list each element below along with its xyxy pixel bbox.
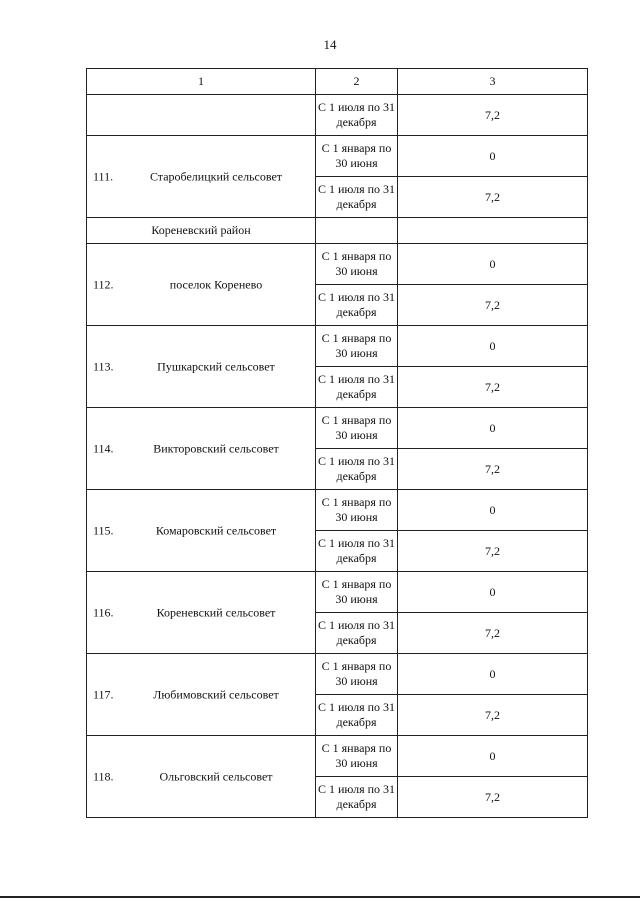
period-cell: С 1 января по 30 июня: [316, 244, 398, 285]
district-name: Кореневский район: [87, 218, 316, 244]
entity-name: Кореневский сельсовет: [156, 605, 276, 619]
entity-name: поселок Коренево: [169, 277, 263, 291]
rates-table: [86, 68, 588, 818]
page-number: 14: [323, 37, 337, 52]
entity-row: [87, 736, 588, 777]
rate-cell: 7,2: [398, 613, 588, 654]
period-cell: С 1 июля по 31 декабря: [316, 177, 398, 218]
entity-row: [87, 326, 588, 367]
table-body: [87, 69, 588, 818]
period-cell: С 1 июля по 31 декабря: [316, 449, 398, 490]
period-cell: С 1 января по 30 июня: [316, 408, 398, 449]
rate-cell: 7,2: [398, 695, 588, 736]
period-cell: С 1 января по 30 июня: [316, 490, 398, 531]
entity-row: [87, 490, 588, 531]
period-cell: С 1 января по 30 июня: [316, 572, 398, 613]
column-header-3: 3: [398, 69, 588, 95]
bottom-rule: [0, 896, 640, 898]
rate-cell: 0: [398, 136, 588, 177]
period-cell: С 1 января по 30 июня: [316, 736, 398, 777]
continuation-row: [87, 95, 588, 136]
continuation-name-cell: [87, 95, 316, 136]
entity-name: Комаровский сельсовет: [155, 523, 277, 537]
entity-name-cell: [87, 244, 316, 326]
entity-number: 118.: [93, 769, 114, 783]
rate-cell: 7,2: [398, 531, 588, 572]
entity-name: Пушкарский сельсовет: [157, 359, 275, 373]
period-cell: С 1 июля по 31 декабря: [316, 531, 398, 572]
rate-cell: 7,2: [398, 95, 588, 136]
entity-number: 114.: [93, 441, 114, 455]
rate-cell: 0: [398, 654, 588, 695]
entity-name-cell: [87, 490, 316, 572]
rate-cell: 0: [398, 244, 588, 285]
district-row: [87, 218, 588, 244]
entity-name: Ольговский сельсовет: [159, 769, 273, 783]
rate-cell: 7,2: [398, 285, 588, 326]
header-row: [87, 69, 588, 95]
period-cell: С 1 июля по 31 декабря: [316, 695, 398, 736]
rate-cell: 0: [398, 326, 588, 367]
entity-row: [87, 136, 588, 177]
rate-cell: 7,2: [398, 777, 588, 818]
entity-number: 111.: [93, 169, 114, 183]
entity-name-cell: [87, 136, 316, 218]
entity-row: [87, 572, 588, 613]
entity-name-cell: [87, 736, 316, 818]
rate-cell: 7,2: [398, 177, 588, 218]
entity-number: 115.: [93, 523, 114, 537]
column-header-1: 1: [87, 69, 316, 95]
entity-name-cell: [87, 408, 316, 490]
rate-cell: 0: [398, 736, 588, 777]
entity-number: 113.: [93, 359, 114, 373]
entity-number: 117.: [93, 687, 114, 701]
column-header-2: 2: [316, 69, 398, 95]
entity-row: [87, 244, 588, 285]
period-cell: С 1 июля по 31 декабря: [316, 285, 398, 326]
entity-name: Викторовский сельсовет: [153, 441, 279, 455]
entity-row: [87, 408, 588, 449]
period-cell: С 1 июля по 31 декабря: [316, 95, 398, 136]
period-cell: С 1 июля по 31 декабря: [316, 367, 398, 408]
entity-number: 112.: [93, 277, 114, 291]
period-cell: С 1 июля по 31 декабря: [316, 777, 398, 818]
rate-cell: 7,2: [398, 367, 588, 408]
rate-cell: 0: [398, 408, 588, 449]
period-cell: С 1 января по 30 июня: [316, 654, 398, 695]
entity-name-cell: [87, 326, 316, 408]
period-cell: С 1 июля по 31 декабря: [316, 613, 398, 654]
period-cell: С 1 января по 30 июня: [316, 136, 398, 177]
entity-name-cell: [87, 654, 316, 736]
empty-cell: [316, 218, 398, 244]
empty-cell: [398, 218, 588, 244]
entity-name: Старобелицкий сельсовет: [149, 169, 283, 183]
entity-name: Любимовский сельсовет: [153, 687, 279, 701]
period-cell: С 1 января по 30 июня: [316, 326, 398, 367]
rate-cell: 7,2: [398, 449, 588, 490]
rate-cell: 0: [398, 572, 588, 613]
entity-row: [87, 654, 588, 695]
rate-cell: 0: [398, 490, 588, 531]
entity-name-cell: [87, 572, 316, 654]
entity-number: 116.: [93, 605, 114, 619]
